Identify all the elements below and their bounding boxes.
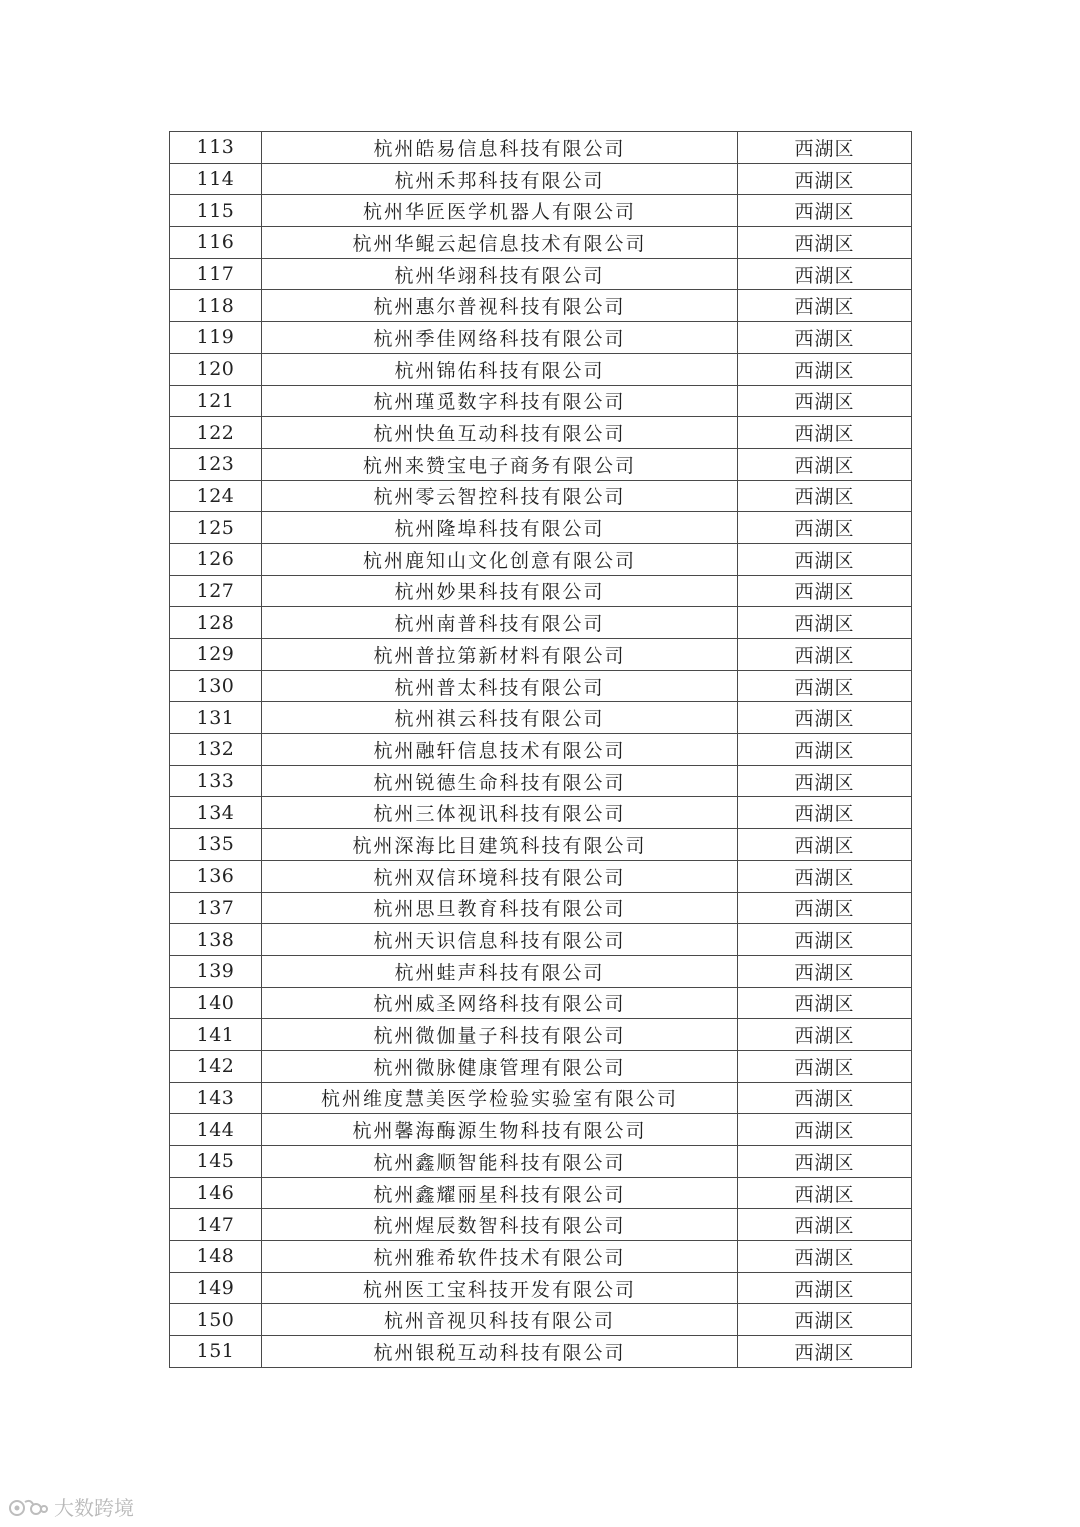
company-name: 杭州鹿知山文化创意有限公司	[262, 543, 738, 575]
district: 西湖区	[738, 448, 912, 480]
row-number: 119	[170, 322, 262, 354]
district: 西湖区	[738, 607, 912, 639]
row-number: 115	[170, 195, 262, 227]
row-number: 127	[170, 575, 262, 607]
table-row	[170, 1336, 912, 1368]
row-number: 142	[170, 1050, 262, 1082]
company-name: 杭州鑫顺智能科技有限公司	[262, 1146, 738, 1178]
district: 西湖区	[738, 1019, 912, 1051]
table-row	[170, 480, 912, 512]
row-number: 129	[170, 639, 262, 671]
table-row	[170, 1146, 912, 1178]
district: 西湖区	[738, 385, 912, 417]
company-name: 杭州祺云科技有限公司	[262, 702, 738, 734]
table-row	[170, 1019, 912, 1051]
table-row	[170, 1209, 912, 1241]
table-row	[170, 639, 912, 671]
row-number: 130	[170, 670, 262, 702]
district: 西湖区	[738, 987, 912, 1019]
company-name: 杭州瑾觅数字科技有限公司	[262, 385, 738, 417]
company-name: 杭州禾邦科技有限公司	[262, 163, 738, 195]
company-name: 杭州馨海酶源生物科技有限公司	[262, 1114, 738, 1146]
district: 西湖区	[738, 797, 912, 829]
company-name: 杭州普太科技有限公司	[262, 670, 738, 702]
company-name: 杭州华匠医学机器人有限公司	[262, 195, 738, 227]
row-number: 137	[170, 892, 262, 924]
row-number: 133	[170, 765, 262, 797]
table-row	[170, 1114, 912, 1146]
district: 西湖区	[738, 1114, 912, 1146]
district: 西湖区	[738, 860, 912, 892]
district: 西湖区	[738, 290, 912, 322]
table-row	[170, 385, 912, 417]
district: 西湖区	[738, 1336, 912, 1368]
table-row	[170, 448, 912, 480]
table-row	[170, 670, 912, 702]
table-row	[170, 987, 912, 1019]
district: 西湖区	[738, 924, 912, 956]
row-number: 145	[170, 1146, 262, 1178]
table-row	[170, 734, 912, 766]
row-number: 143	[170, 1082, 262, 1114]
row-number: 148	[170, 1241, 262, 1273]
company-name: 杭州维度慧美医学检验实验室有限公司	[262, 1082, 738, 1114]
row-number: 121	[170, 385, 262, 417]
row-number: 144	[170, 1114, 262, 1146]
table-row	[170, 797, 912, 829]
company-name: 杭州锦佑科技有限公司	[262, 353, 738, 385]
table-row	[170, 1177, 912, 1209]
company-name: 杭州惠尔普视科技有限公司	[262, 290, 738, 322]
table-row	[170, 955, 912, 987]
row-number: 117	[170, 258, 262, 290]
table-row	[170, 1241, 912, 1273]
row-number: 149	[170, 1272, 262, 1304]
table-row	[170, 543, 912, 575]
row-number: 140	[170, 987, 262, 1019]
company-name: 杭州快鱼互动科技有限公司	[262, 417, 738, 449]
district: 西湖区	[738, 1304, 912, 1336]
company-name: 杭州蛙声科技有限公司	[262, 955, 738, 987]
company-name: 杭州天识信息科技有限公司	[262, 924, 738, 956]
table-row	[170, 132, 912, 164]
table-row	[170, 860, 912, 892]
row-number: 146	[170, 1177, 262, 1209]
company-name: 杭州隆埠科技有限公司	[262, 512, 738, 544]
district: 西湖区	[738, 670, 912, 702]
row-number: 125	[170, 512, 262, 544]
company-name: 杭州深海比目建筑科技有限公司	[262, 829, 738, 861]
table-row	[170, 1304, 912, 1336]
company-list-body	[170, 132, 912, 1368]
district: 西湖区	[738, 1082, 912, 1114]
watermark-text: 大数跨境	[54, 1496, 134, 1520]
district: 西湖区	[738, 195, 912, 227]
table-row	[170, 290, 912, 322]
company-name: 杭州微脉健康管理有限公司	[262, 1050, 738, 1082]
district: 西湖区	[738, 1272, 912, 1304]
row-number: 114	[170, 163, 262, 195]
table-row	[170, 512, 912, 544]
district: 西湖区	[738, 734, 912, 766]
company-name: 杭州妙果科技有限公司	[262, 575, 738, 607]
weibo-style-logo-icon	[8, 1497, 48, 1517]
row-number: 128	[170, 607, 262, 639]
district: 西湖区	[738, 955, 912, 987]
district: 西湖区	[738, 132, 912, 164]
district: 西湖区	[738, 639, 912, 671]
company-name: 杭州来赞宝电子商务有限公司	[262, 448, 738, 480]
district: 西湖区	[738, 258, 912, 290]
row-number: 151	[170, 1336, 262, 1368]
row-number: 118	[170, 290, 262, 322]
company-name: 杭州雅希软件技术有限公司	[262, 1241, 738, 1273]
company-name: 杭州三体视讯科技有限公司	[262, 797, 738, 829]
row-number: 124	[170, 480, 262, 512]
table-row	[170, 829, 912, 861]
company-name: 杭州融轩信息技术有限公司	[262, 734, 738, 766]
row-number: 141	[170, 1019, 262, 1051]
company-name: 杭州季佳网络科技有限公司	[262, 322, 738, 354]
district: 西湖区	[738, 227, 912, 259]
table-row	[170, 765, 912, 797]
company-name: 杭州医工宝科技开发有限公司	[262, 1272, 738, 1304]
district: 西湖区	[738, 417, 912, 449]
table-row	[170, 575, 912, 607]
table-row	[170, 258, 912, 290]
table-row	[170, 702, 912, 734]
table-row	[170, 1050, 912, 1082]
table-row	[170, 353, 912, 385]
row-number: 136	[170, 860, 262, 892]
table-row	[170, 322, 912, 354]
table-row	[170, 195, 912, 227]
row-number: 123	[170, 448, 262, 480]
company-name: 杭州双信环境科技有限公司	[262, 860, 738, 892]
row-number: 131	[170, 702, 262, 734]
company-name: 杭州零云智控科技有限公司	[262, 480, 738, 512]
row-number: 138	[170, 924, 262, 956]
row-number: 132	[170, 734, 262, 766]
row-number: 120	[170, 353, 262, 385]
row-number: 126	[170, 543, 262, 575]
district: 西湖区	[738, 829, 912, 861]
district: 西湖区	[738, 322, 912, 354]
table-row	[170, 1272, 912, 1304]
company-name: 杭州威圣网络科技有限公司	[262, 987, 738, 1019]
watermark	[8, 1492, 134, 1521]
company-name: 杭州皓易信息科技有限公司	[262, 132, 738, 164]
row-number: 150	[170, 1304, 262, 1336]
district: 西湖区	[738, 892, 912, 924]
row-number: 122	[170, 417, 262, 449]
company-name: 杭州银税互动科技有限公司	[262, 1336, 738, 1368]
row-number: 134	[170, 797, 262, 829]
row-number: 116	[170, 227, 262, 259]
company-name: 杭州南普科技有限公司	[262, 607, 738, 639]
company-name: 杭州思旦教育科技有限公司	[262, 892, 738, 924]
district: 西湖区	[738, 353, 912, 385]
row-number: 135	[170, 829, 262, 861]
district: 西湖区	[738, 1177, 912, 1209]
table-row	[170, 1082, 912, 1114]
district: 西湖区	[738, 1241, 912, 1273]
row-number: 147	[170, 1209, 262, 1241]
company-name: 杭州华鲲云起信息技术有限公司	[262, 227, 738, 259]
district: 西湖区	[738, 512, 912, 544]
table-row	[170, 227, 912, 259]
district: 西湖区	[738, 163, 912, 195]
company-name: 杭州鑫耀丽星科技有限公司	[262, 1177, 738, 1209]
company-name: 杭州音视贝科技有限公司	[262, 1304, 738, 1336]
table-row	[170, 924, 912, 956]
district: 西湖区	[738, 575, 912, 607]
district: 西湖区	[738, 702, 912, 734]
district: 西湖区	[738, 1146, 912, 1178]
company-name: 杭州普拉第新材料有限公司	[262, 639, 738, 671]
district: 西湖区	[738, 765, 912, 797]
row-number: 139	[170, 955, 262, 987]
table-row	[170, 417, 912, 449]
table-row	[170, 607, 912, 639]
company-name: 杭州锐德生命科技有限公司	[262, 765, 738, 797]
company-name: 杭州煋辰数智科技有限公司	[262, 1209, 738, 1241]
company-name: 杭州华翊科技有限公司	[262, 258, 738, 290]
row-number: 113	[170, 132, 262, 164]
district: 西湖区	[738, 543, 912, 575]
table-row	[170, 892, 912, 924]
district: 西湖区	[738, 1050, 912, 1082]
company-list-table	[169, 131, 912, 1368]
district: 西湖区	[738, 1209, 912, 1241]
district: 西湖区	[738, 480, 912, 512]
table-row	[170, 163, 912, 195]
company-name: 杭州微伽量子科技有限公司	[262, 1019, 738, 1051]
